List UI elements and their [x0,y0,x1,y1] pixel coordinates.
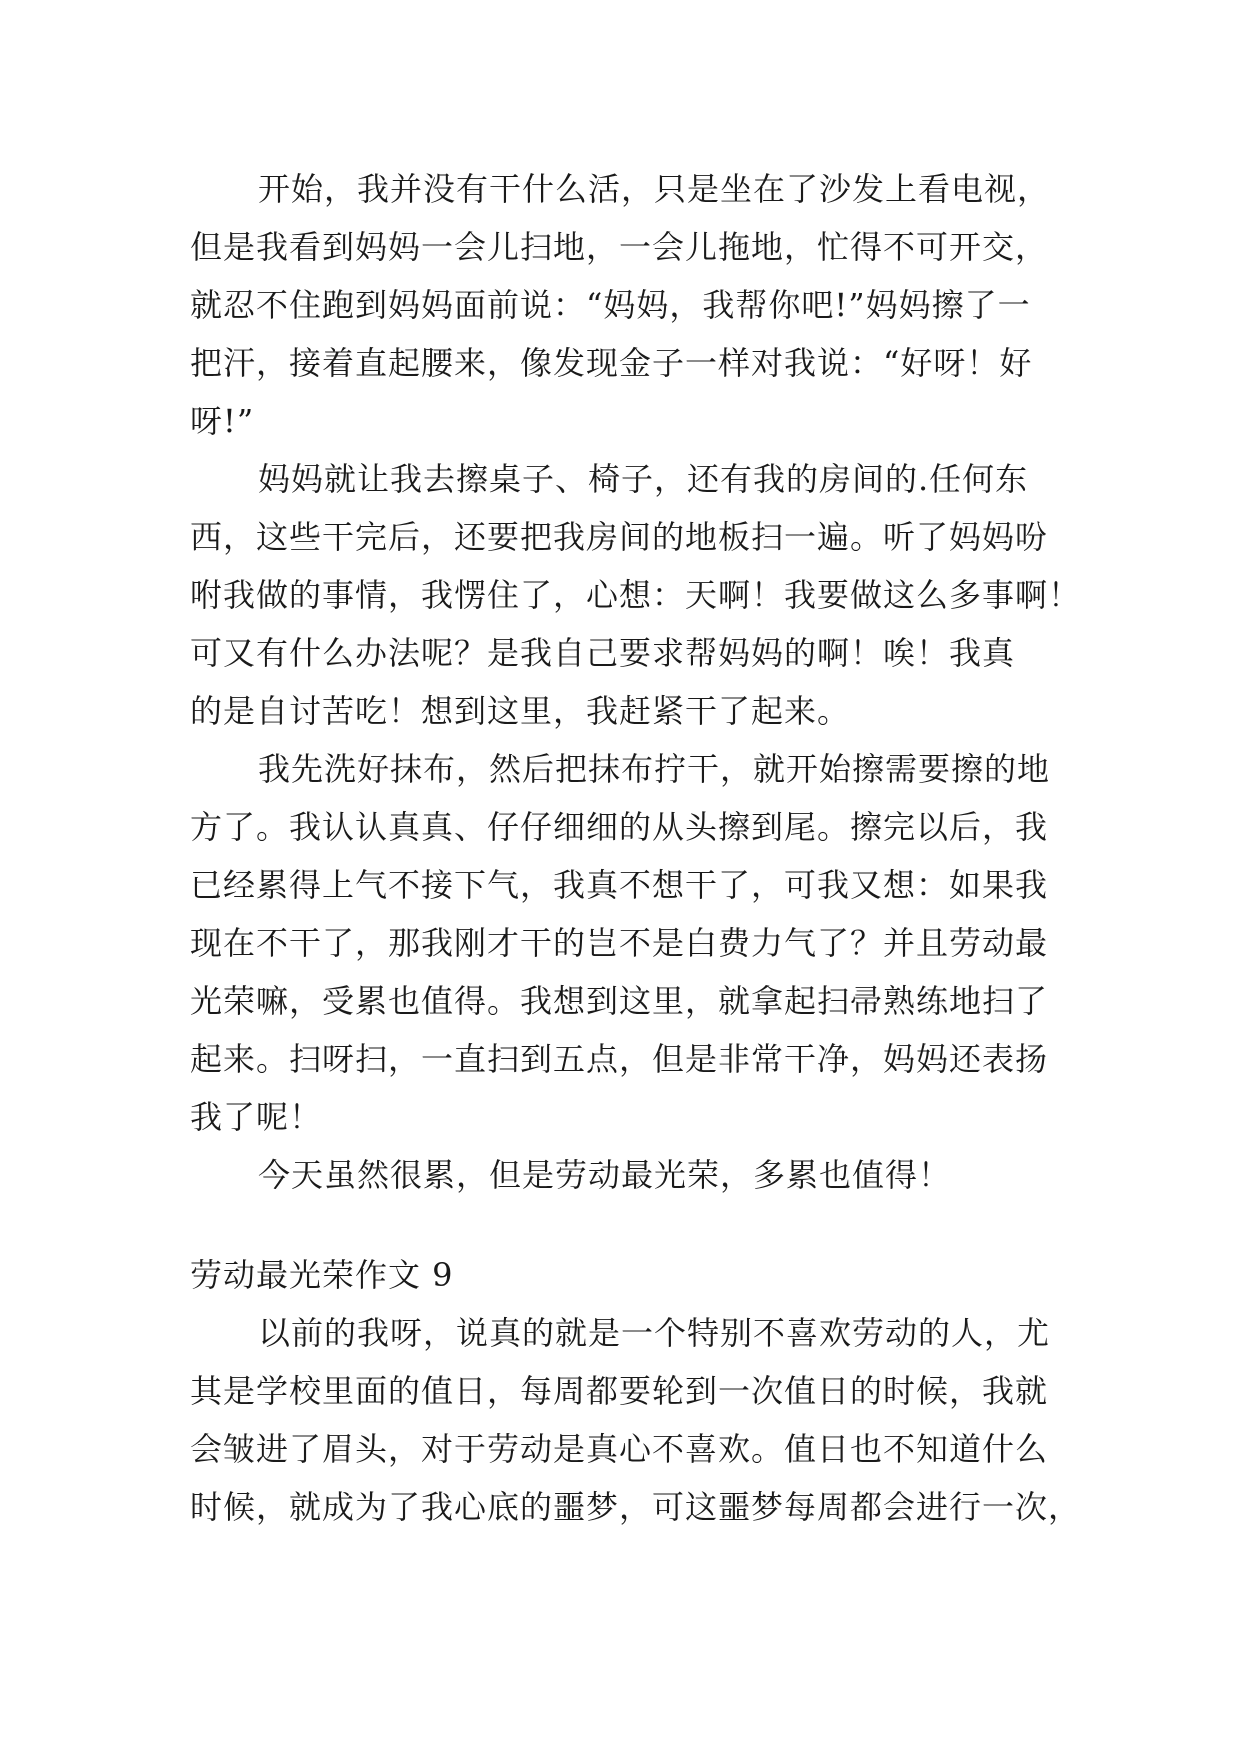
paragraph-5 [190,1304,1082,1536]
text-line: 今天虽然很累，但是劳动最光荣，多累也值得！ [258,1156,952,1194]
text-line: 的是自讨苦吃！想到这里，我赶紧干了起来。 [190,692,851,730]
text-line: 起来。扫呀扫，一直扫到五点，但是非常干净，妈妈还表扬 [190,1040,1049,1078]
paragraph-3 [190,740,1070,1146]
text-line: 现在不干了，那我刚才干的岂不是白费力气了？并且劳动最 [190,924,1049,962]
text-line: 以前的我呀，说真的就是一个特别不喜欢劳动的人，尤 [258,1314,1051,1352]
text-line: 会皱进了眉头，对于劳动是真心不喜欢。值日也不知道什么 [190,1430,1049,1468]
text-line: 时候，就成为了我心底的噩梦，可这噩梦每周都会进行一次， [190,1488,1082,1526]
document-body [190,160,1082,1536]
text-line: 把汗，接着直起腰来，像发现金子一样对我说：“好呀！好 [190,344,1033,382]
text-line: 方了。我认认真真、仔仔细细的从头擦到尾。擦完以后，我 [190,808,1049,846]
paragraph-1 [190,160,1070,450]
text-line: 我了呢！ [190,1098,323,1136]
text-line: 已经累得上气不接下气，我真不想干了，可我又想：如果我 [190,866,1049,904]
text-line: 其是学校里面的值日，每周都要轮到一次值日的时候，我就 [190,1372,1049,1410]
text-line: 就忍不住跑到妈妈面前说：“妈妈，我帮你吧!”妈妈擦了一 [190,286,1031,324]
text-line: 但是我看到妈妈一会儿扫地，一会儿拖地，忙得不可开交， [190,228,1049,266]
paragraph-4 [190,1146,1070,1204]
text-line: 呀!” [190,402,255,440]
text-line: 我先洗好抹布，然后把抹布拧干，就开始擦需要擦的地 [258,750,1051,788]
paragraph-2 [190,450,1082,740]
text-line: 咐我做的事情，我愣住了，心想：天啊！我要做这么多事啊！ [190,576,1082,614]
text-line: 西，这些干完后，还要把我房间的地板扫一遍。听了妈妈吩 [190,518,1049,556]
text-line: 可又有什么办法呢？是我自己要求帮妈妈的啊！唉！我真 [190,634,1016,672]
text-line: 光荣嘛，受累也值得。我想到这里，就拿起扫帚熟练地扫了 [190,982,1049,1020]
text-line: 开始，我并没有干什么活，只是坐在了沙发上看电视， [258,170,1051,208]
section-heading: 劳动最光荣作文 9 [190,1256,454,1294]
text-line: 妈妈就让我去擦桌子、椅子，还有我的房间的.任何东 [258,460,1029,498]
